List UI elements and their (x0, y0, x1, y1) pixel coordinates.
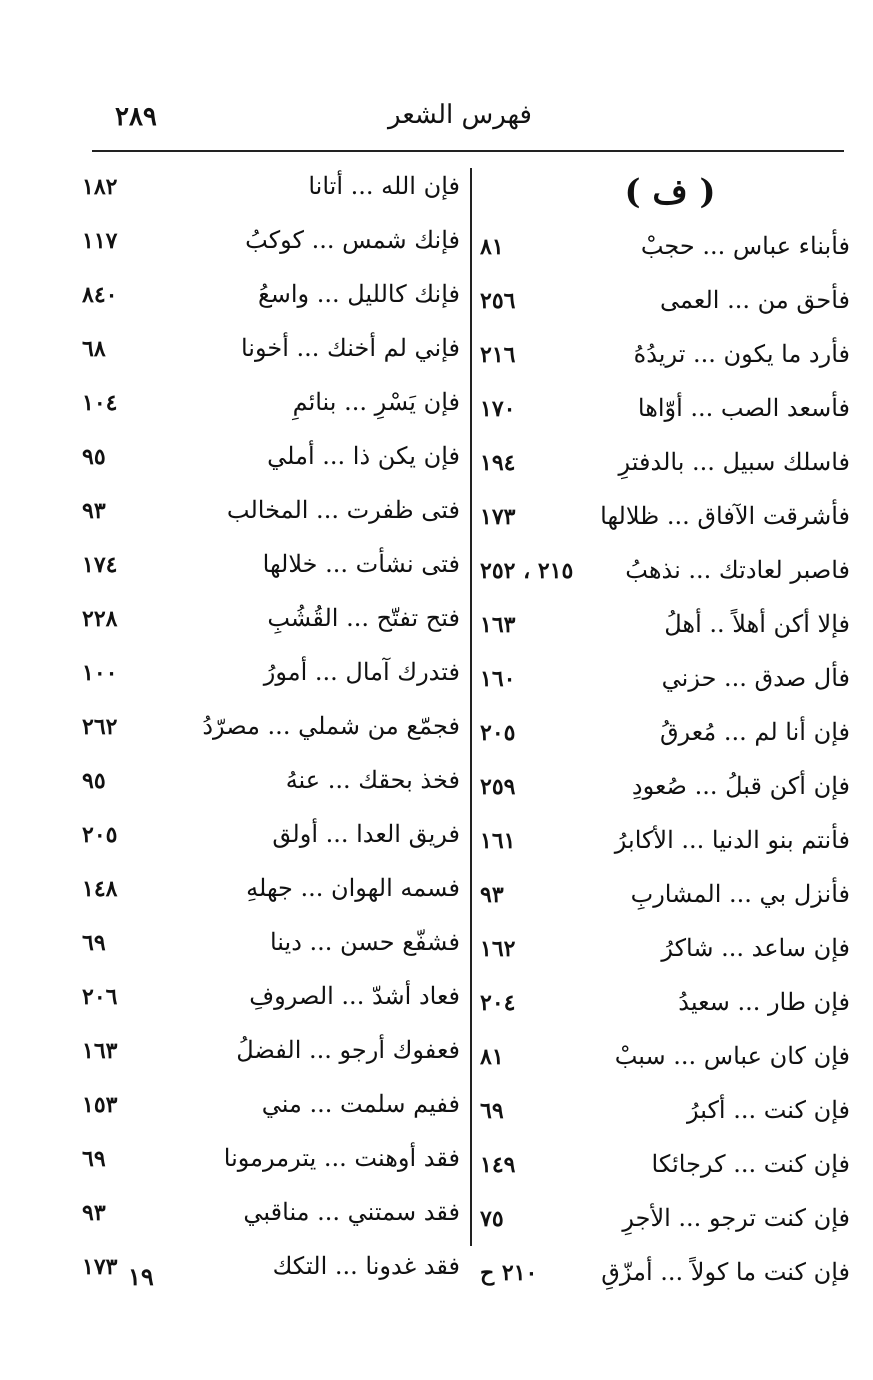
verse-text: فاسلك سبيل ... بالدفترِ (618, 448, 850, 476)
index-entry (70, 1078, 460, 1132)
verse-text: فأحق من ... العمى (660, 286, 850, 314)
index-entry (70, 862, 460, 916)
page-reference: ١٠٠ (82, 660, 118, 686)
verse-text: فاصبر لعادتك ... نذهبُ (625, 556, 850, 584)
page-reference: ١٧٣ (82, 1254, 118, 1280)
verse-text: فشفّع حسن ... دينا (269, 928, 460, 956)
page-reference: ٢٦٢ (82, 714, 118, 740)
verse-text: ففيم سلمت ... مني (261, 1090, 460, 1118)
right-index-column (480, 220, 850, 1300)
index-entry (70, 646, 460, 700)
verse-text: فجمّع من شملي ... مصرّدُ (202, 712, 460, 740)
page-reference: ١٠٤ (82, 390, 118, 416)
index-entry (480, 490, 850, 544)
page-reference: ٧٥ (480, 1206, 504, 1232)
page-reference: ٢٠٤ (480, 990, 516, 1016)
verse-text: فسمه الهوان ... جهلهِ (246, 874, 460, 902)
page-reference: ٢١٠ ح (480, 1260, 538, 1286)
index-entry (480, 382, 850, 436)
index-entry (480, 220, 850, 274)
page-reference: ٢٠٥ (82, 822, 118, 848)
page-reference: ٩٣ (82, 1200, 106, 1226)
index-entry (480, 814, 850, 868)
verse-text: فعاد أشدّ ... الصروفِ (249, 982, 460, 1010)
verse-text: فإن طار ... سعيدُ (678, 988, 850, 1016)
verse-text: فأشرقت الآفاق ... ظلالها (600, 502, 850, 530)
page-reference: ١٦٢ (480, 936, 516, 962)
index-entry (480, 274, 850, 328)
verse-text: فأنزل بي ... المشاربِ (630, 880, 850, 908)
page-reference: ٩٣ (82, 498, 106, 524)
index-entry (480, 1192, 850, 1246)
verse-text: فإن الله ... أتانا (308, 172, 460, 200)
page-reference: ٦٩ (480, 1098, 504, 1124)
index-entry (480, 544, 850, 598)
index-entry (70, 430, 460, 484)
verse-text: فإن أنا لم ... مُعرقُ (659, 718, 850, 746)
verse-text: فإن ساعد ... شاكرُ (661, 934, 850, 962)
page-reference: ٨٤٠ (82, 282, 118, 308)
index-entry (70, 700, 460, 754)
verse-text: فأنتم بنو الدنيا ... الأكابرُ (614, 826, 850, 854)
page-reference: ١٩٤ (480, 450, 516, 476)
page-reference: ٩٥ (82, 768, 106, 794)
header-rule (92, 150, 844, 152)
verse-text: فإن أكن قبلُ ... صُعودِ (631, 772, 850, 800)
verse-text: فقد سمتني ... مناقبي (243, 1198, 460, 1226)
page-reference: ٢١٦ (480, 342, 516, 368)
index-entry (70, 1186, 460, 1240)
page-reference: ١٨٢ (82, 174, 118, 200)
index-entry (70, 1132, 460, 1186)
verse-text: فأبناء عباس ... حجبْ (640, 232, 850, 260)
verse-text: فإن يَسْرِ ... بنائمِ (292, 388, 460, 416)
page-reference: ٢٥٦ (480, 288, 516, 314)
index-entry (70, 754, 460, 808)
page-reference: ٦٩ (82, 1146, 106, 1172)
index-entry (480, 868, 850, 922)
index-entry (70, 484, 460, 538)
section-letter-heading: ( ف ) (624, 172, 716, 212)
verse-text: فخذ بحقك ... عنهُ (285, 766, 460, 794)
verse-text: فأسعد الصب ... أوّاها (637, 394, 850, 422)
page-reference: ٢٠٥ (480, 720, 516, 746)
index-entry (480, 706, 850, 760)
page-reference: ٦٨ (82, 336, 106, 362)
verse-text: فإن كنت ما كولاً ... أمزّقِ (601, 1258, 850, 1286)
index-entry (480, 922, 850, 976)
page-reference: ١١٧ (82, 228, 118, 254)
index-entry (480, 1138, 850, 1192)
index-entry (70, 376, 460, 430)
index-entry (480, 436, 850, 490)
verse-text: فإن كان عباس ... سببْ (614, 1042, 850, 1070)
page-title: فهرس الشعر (388, 100, 532, 130)
verse-text: فإن كنت ترجو ... الأجرِ (622, 1204, 850, 1232)
page-reference: ٦٩ (82, 930, 106, 956)
verse-text: فأرد ما يكون ... تريدُهُ (633, 340, 850, 368)
index-entry (480, 652, 850, 706)
verse-text: فعفوك أرجو ... الفضلُ (236, 1036, 460, 1064)
verse-text: فقد غدونا ... التكك (272, 1252, 460, 1280)
verse-text: فإن يكن ذا ... أملي (267, 442, 460, 470)
page-reference: ٢٠٦ (82, 984, 118, 1010)
index-entry (480, 1084, 850, 1138)
verse-text: فإن كنت ... كرجائكا (651, 1150, 850, 1178)
page-reference: ١٤٩ (480, 1152, 516, 1178)
page-reference: ١٧٠ (480, 396, 516, 422)
index-entry (480, 598, 850, 652)
verse-text: فتدرك آمال ... أمورُ (263, 658, 460, 686)
verse-text: فإلا أكن أهلاً .. أهلُ (664, 610, 850, 638)
column-divider (470, 168, 472, 1246)
verse-text: فإنك شمس ... كوكبُ (245, 226, 460, 254)
index-entry (480, 328, 850, 382)
index-entry (70, 916, 460, 970)
index-entry (70, 1024, 460, 1078)
index-entry (70, 160, 460, 214)
page-reference: ٢١٥ ، ٢٥٢ (480, 558, 574, 584)
index-entry (480, 1246, 850, 1300)
verse-text: فأل صدق ... حزني (661, 664, 850, 692)
page-reference: ١٦٣ (82, 1038, 118, 1064)
index-entry (480, 976, 850, 1030)
page-reference: ١٦١ (480, 828, 516, 854)
index-entry (70, 970, 460, 1024)
index-entry (70, 808, 460, 862)
page-reference: ١٥٣ (82, 1092, 118, 1118)
verse-text: فقد أوهنت ... يترمرمونا (223, 1144, 460, 1172)
page-number: ٢٨٩ (115, 102, 157, 132)
verse-text: فإنك كالليل ... واسعُ (257, 280, 460, 308)
index-entry (70, 592, 460, 646)
verse-text: فتى نشأت ... خلالها (262, 550, 460, 578)
signature-number: ١٩ (128, 1262, 154, 1291)
index-entry (70, 268, 460, 322)
page-reference: ٢٢٨ (82, 606, 118, 632)
index-entry (70, 214, 460, 268)
page-reference: ٨١ (480, 234, 504, 260)
page-reference: ٩٣ (480, 882, 504, 908)
page-reference: ١٦٠ (480, 666, 516, 692)
verse-text: فتى ظفرت ... المخالب (226, 496, 460, 524)
index-entry (70, 322, 460, 376)
page-reference: ٩٥ (82, 444, 106, 470)
verse-text: فإن كنت ... أكبرُ (687, 1096, 850, 1124)
page-reference: ١٧٣ (480, 504, 516, 530)
index-entry (480, 760, 850, 814)
page-reference: ١٤٨ (82, 876, 118, 902)
page-reference: ١٦٣ (480, 612, 516, 638)
verse-text: فإني لم أخنك ... أخونا (240, 334, 460, 362)
index-entry (480, 1030, 850, 1084)
verse-text: فتح تفتّح ... القُشُبِ (267, 604, 460, 632)
page-reference: ٢٥٩ (480, 774, 516, 800)
verse-text: فريق العدا ... أولق (272, 820, 460, 848)
index-entry (70, 538, 460, 592)
page-reference: ١٧٤ (82, 552, 118, 578)
page-reference: ٨١ (480, 1044, 504, 1070)
left-index-column (70, 160, 460, 1294)
